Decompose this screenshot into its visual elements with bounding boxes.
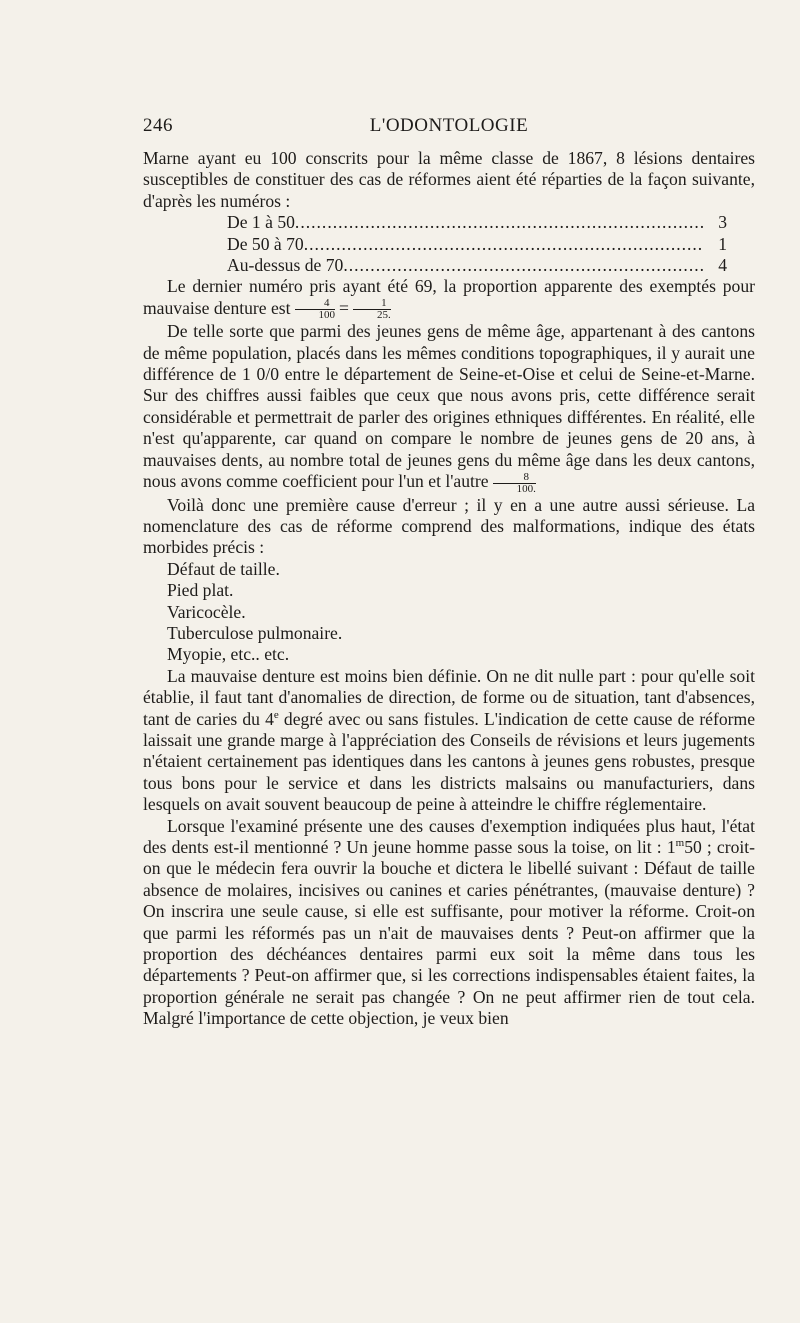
paragraph-3-text: De telle sorte que parmi des jeunes gens de même âge, appartenant à des cantons de même population, placés dans les mêmes conditions topographiques, il y aurait une différence de 1 0/0 entre le département de Seine-et-Oise et celui de Seine-et-Marne. Sur des chiffres aussi faibles que ceux que nous avons pris, cette différence serait considérable et permettrait de parler des origines ethniques différentes. En réalité, elle n'est qu'apparente, car quand on compare le nombre de jeunes gens de 20 ans, à mauvaises dents, au nombre total de jeunes gens du même âge dans les deux cantons, nous avons comme coefficient pour l'un et l'autre [143, 321, 755, 492]
paragraph-2-text: Le dernier numéro pris ayant été 69, la proportion apparente des exemptés pour mauvaise denture est [143, 276, 755, 318]
fraction-denominator: 100. [516, 482, 536, 495]
paragraph-5-text-b: degré avec ou sans fistules. L'indication de cette cause de réforme laissait une grande marge à l'appréciation des Conseils de révisions et leurs jugements n'étaient certainement pas identiques dans les cantons à jeunes gens robustes, presque tous bons pour le service et dans les districts malsains ou manufacturiers, dans lesquels on avait souvent beaucoup de peine à atteindre le chiffre réglementaire. [143, 708, 755, 815]
dot-leader [295, 212, 703, 233]
list-item: Défaut de taille. [167, 558, 280, 579]
paragraph-6-text-b: 50 ; croit-on que le médecin fera ouvrir la bouche et dictera le libellé suivant : Défaut de taille absence de molaires, incisives ou canines et caries pénétrantes, (mauvaise denture) ? On inscrira une seule cause, si elle est suffisante, pour motiver la réforme. Croit-on que parmi les réformés pas un n'ait de mauvaises dents ? Peut-on affirmer que la proportion des déchéances dentaires parmi eux soit la même dans tous les départements ? Peut-on affirmer que, si les corrections indispensables étaient faites, la proportion générale ne serait pas changée ? On ne peut affirmer rien de tout cela. Malgré l'importance de cette objection, je veux bien [143, 837, 755, 1029]
fraction-denominator: 100 [318, 309, 336, 322]
paragraph-2 [143, 276, 755, 321]
paragraph-5 [143, 666, 755, 816]
row-label: Au-dessus de 70 [227, 255, 344, 275]
row-value: 3 [718, 212, 727, 233]
list-item: Pied plat. [167, 580, 234, 601]
page-body [143, 148, 755, 1030]
paragraph-3 [143, 321, 755, 494]
malformation-list [167, 559, 755, 666]
fraction-numerator: 1 [353, 298, 391, 310]
dot-leader [304, 234, 703, 255]
paragraph-4: Voilà donc une première cause d'erreur ; il y en a une autre aussi sérieuse. La nomenclature des cas de réforme comprend des malformations, indique des états morbides précis : [143, 494, 755, 558]
dot-leader [343, 255, 703, 276]
fraction-numerator: 4 [295, 298, 336, 310]
running-header [143, 115, 755, 141]
fraction-four-hundredths [295, 298, 336, 321]
row-value: 1 [718, 233, 727, 254]
superscript-e: e [273, 708, 279, 721]
table-row [227, 255, 727, 276]
page-number: 246 [143, 115, 173, 136]
fraction-one-twentyfifth [353, 298, 391, 321]
fraction-denominator: 25. [376, 309, 391, 322]
table-row [227, 212, 727, 233]
equals-sign: = [339, 297, 349, 318]
row-value: 4 [718, 255, 727, 275]
row-label: De 1 à 50 [227, 212, 295, 233]
superscript-m: m [675, 837, 685, 850]
paragraph-1: Marne ayant eu 100 conscrits pour la même classe de 1867, 8 lésions dentaires susceptibles de constituer des cas de réformes aient été réparties de la façon suivante, d'après les numéros : [143, 148, 755, 211]
paragraph-5-text-a: La mauvaise denture est moins bien définie. On ne dit nulle part : pour qu'elle soit établie, il faut tant d'anomalies de direction, de forme ou de situation, tant d'absences, tant de caries du 4 [143, 665, 755, 729]
list-item: Varicocèle. [167, 601, 246, 622]
paragraph-6-text-a: Lorsque l'examiné présente une des causes d'exemption indiquées plus haut, l'état des dents est-il mentionné ? Un jeune homme passe sous la toise, on lit : 1 [143, 815, 755, 858]
list-item: Tuberculose pulmonaire. [167, 622, 343, 643]
fraction-coefficient [493, 472, 536, 495]
number-table [227, 212, 727, 276]
journal-title: L'ODONTOLOGIE [369, 115, 529, 136]
row-label: De 50 à 70 [227, 233, 304, 254]
list-item: Myopie, etc.. etc. [167, 644, 290, 665]
table-row [227, 234, 727, 255]
fraction-numerator: 8 [493, 472, 536, 484]
paragraph-6 [143, 816, 755, 1030]
